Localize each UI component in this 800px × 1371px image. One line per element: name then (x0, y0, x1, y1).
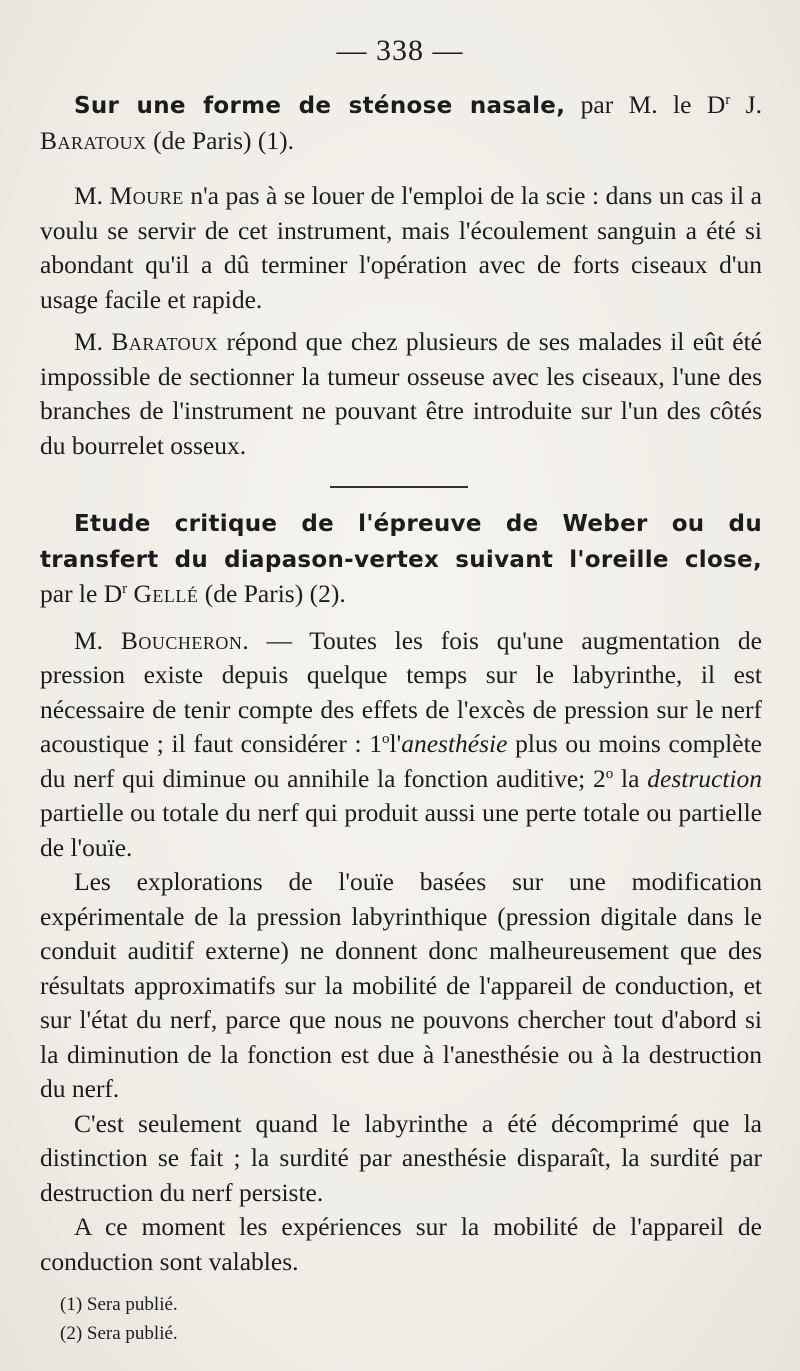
speaker-name: Moure (109, 181, 184, 210)
section-divider (330, 486, 468, 488)
paragraph-conclusion: A ce moment les expériences sur la mobilité de l'appareil de conduction sont valables. (40, 1212, 762, 1276)
section-2-title: Etude critique de l'épreuve de Weber ou du transfert du diapason-vertex suivant l'oreille close, (40, 511, 762, 573)
paragraph-boucheron: M. Boucheron. — Toutes les fois qu'une augmentation de pression existe depuis quelque temps sur le labyrinthe, il est nécessaire de tenir compte des effets de l'excès de pression sur le nerf acoustique ; il faut considérer : 1$^o$l'anesthésie plus ou moins complète du nerf qui diminue ou annihile la fonction auditive; 2$^o$ la destruction partielle ou totale du nerf qui produit aussi une perte totale ou partielle de l'ouïe. (40, 625, 762, 862)
emphasis-destruction: destruction (647, 763, 762, 793)
speaker-name: Baratoux (111, 327, 219, 356)
footnote-2: (2) Sera publié. (60, 1323, 178, 1344)
footnotes (60, 1290, 178, 1348)
paragraph-decomprime: C'est seulement quand le labyrinthe a été décomprimé que la distinction se fait ; la surdité par anesthésie disparaît, la surdité par destruction du nerf persiste. (40, 1108, 762, 1207)
speaker-name: Boucheron (120, 625, 243, 655)
section-1-title: Sur une forme de sténose nasale, (74, 93, 566, 119)
paragraph-moure: M. Moure n'a pas à se louer de l'emploi de la scie : dans un cas il a voulu se servir de cet instrument, mais l'écoulement sanguin a été si abondant qu'il a dû terminer l'opération avec de forts ciseaux d'un usage facile et rapide. (40, 181, 762, 314)
section-1-author: Baratoux (40, 125, 147, 155)
page-number: — 338 — (336, 34, 464, 67)
paragraph-baratoux: M. Baratoux répond que chez plusieurs de ses malades il eût été impossible de sectionner la tumeur osseuse avec les ciseaux, l'une des branches de l'instrument ne pouvant être introduite sur l'un des côtés du bourrelet osseux. (40, 327, 762, 460)
emphasis-anesthesie: anesthésie (401, 729, 508, 758)
footnote-1: (1) Sera publié. (60, 1294, 178, 1315)
section-1-heading: Sur une forme de sténose nasale, par M. le $D^r$ J. Baratoux (de Paris) (1). (40, 90, 762, 155)
section-2-author: Gellé (133, 579, 199, 608)
section-1 (40, 88, 762, 463)
section-2-heading: Etude critique de l'épreuve de Weber ou du transfert du diapason-vertex suivant l'oreille close, par le $D^r$ Gellé (de Paris) (2). (40, 511, 762, 608)
paragraph-explorations: Les explorations de l'ouïe basées sur une modification expérimentale de la pression labyrinthique (pression digitale dans le conduit auditif externe) ne donnent donc malheureusement que des résultats approximatifs sur la mobilité de l'appareil de conduction, et sur l'état du nerf, parce que nous ne pouvons chercher tout d'abord si la diminution de la fonction est due à l'anesthésie ou à la destruction du nerf. (40, 867, 762, 1103)
section-2 (40, 506, 762, 1279)
